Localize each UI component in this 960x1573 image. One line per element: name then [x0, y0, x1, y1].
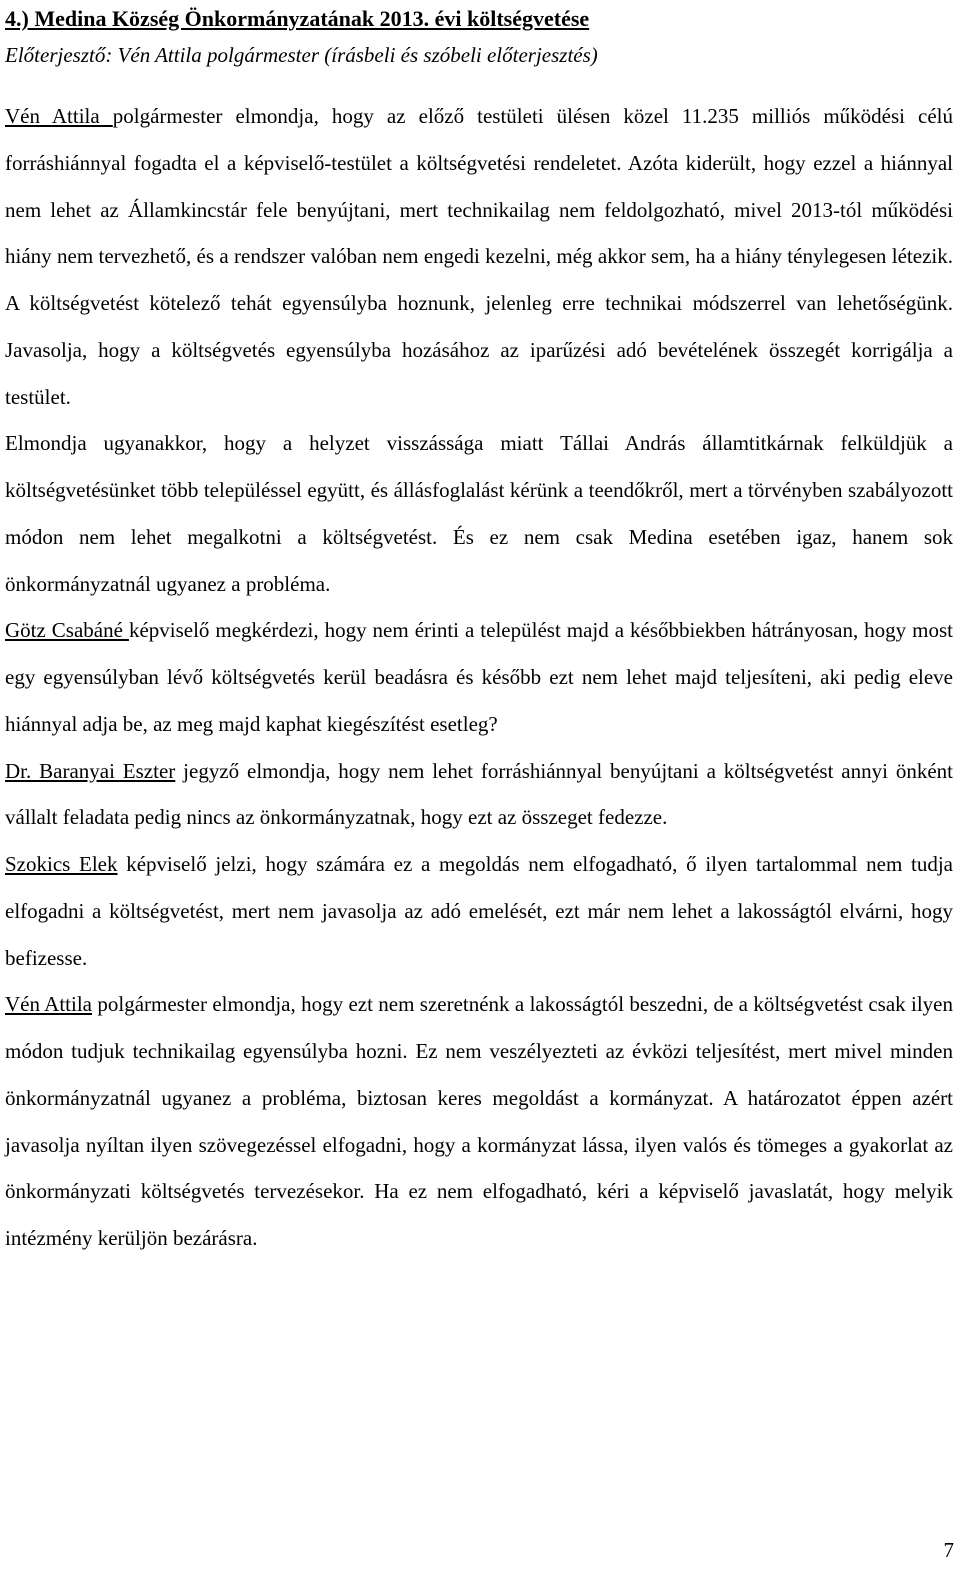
paragraph	[5, 748, 953, 842]
paragraph-text: jegyző elmondja, hogy nem lehet forráshiánnyal benyújtani a költségvetést annyi önként vállalt feladata pedig nincs az önkormányzatnak, hogy ezt az összeget fedezze.	[5, 758, 953, 830]
speaker-name: Dr. Baranyai Eszter	[5, 758, 176, 783]
page-number: 7	[943, 1538, 954, 1562]
presenter-line: Előterjesztő: Vén Attila polgármester (írásbeli és szóbeli előterjesztés)	[5, 43, 598, 67]
paragraph	[5, 841, 953, 981]
speaker-name: Vén Attila	[5, 992, 93, 1017]
speaker-name: Szokics Elek	[5, 852, 118, 876]
paragraph-text: polgármester elmondja, hogy ezt nem szeretnénk a lakosságtól beszedni, de a költségvetést csak ilyen módon tudjuk technikailag egyensúlyba hozni. Ez nem veszélyezteti az évközi teljesítést, mert mivel minden önkormányzatnál ugyanez a probléma, biztosan keres megoldást a kormányzat. A határozatot éppen azért javasolja nyíltan ilyen szövegezéssel elfogadni, hogy a kormányzat lássa, ilyen valós és tömeges a gyakorlat az önkormányzati költségvetés tervezésekor. Ha ez nem elfogadható, kéri a képviselő javaslatát, hogy melyik intézmény kerüljön bezárásra.	[5, 992, 953, 1250]
paragraph-text: Elmondja ugyanakkor, hogy a helyzet visszássága miatt Tállai András államtitkárnak felküldjük a költségvetésünket több településsel együtt, és állásfoglalást kérünk a teendőkről, mert a törvényben szabályozott módon nem lehet megalkotni a költségvetést. És ez nem csak Medina esetében igaz, hanem sok önkormányzatnál ugyanez a probléma.	[5, 431, 953, 596]
agenda-item-title: 4.) Medina Község Önkormányzatának 2013. évi költségvetése	[5, 6, 590, 31]
paragraph-text: képviselő jelzi, hogy számára ez a megoldás nem elfogadható, ő ilyen tartalommal nem tudja elfogadni a költségvetést, mert nem javasolja az adó emelését, ezt már nem lehet a lakosságtól elvárni, hogy befizesse.	[5, 852, 954, 970]
paragraph-text: polgármester elmondja, hogy az előző testületi ülésen közel 11.235 milliós működési célú forráshiánnyal fogadta el a képviselő-testület a költségvetési rendeletet. Azóta kiderült, hogy ezzel a hiánnyal nem lehet az Államkincstár fele benyújtani, mert technikailag nem feldolgozható, mivel 2013-tól működési hiány nem tervezhető, és a rendszer valóban nem engedi kezelni, még akkor sem, ha a hiány ténylegesen létezik. A költségvetést kötelező tehát egyensúlyba hoznunk, jelenleg erre technikai módszerrel van lehetőségünk. Javasolja, hogy a költségvetés egyensúlyba hozásához az iparűzési adó bevételének összegét korrigálja a testület.	[5, 104, 954, 409]
paragraph	[5, 420, 953, 607]
paragraph-text: képviselő megkérdezi, hogy nem érinti a települést majd a későbbiekben hátrányosan, hogy most egy egyensúlyban lévő költségvetés kerül beadásra és később ezt nem lehet majd teljesíteni, aki pedig eleve hiánnyal adja be, az meg majd kaphat kiegészítést esetleg?	[5, 618, 954, 736]
paragraph	[5, 981, 953, 1262]
minutes-body	[5, 93, 953, 1262]
speaker-name: Götz Csabáné	[5, 618, 129, 643]
paragraph	[5, 607, 953, 747]
agenda-item-heading	[5, 0, 953, 74]
document-page	[5, 0, 953, 1262]
paragraph	[5, 93, 953, 420]
speaker-name: Vén Attila	[5, 104, 113, 128]
